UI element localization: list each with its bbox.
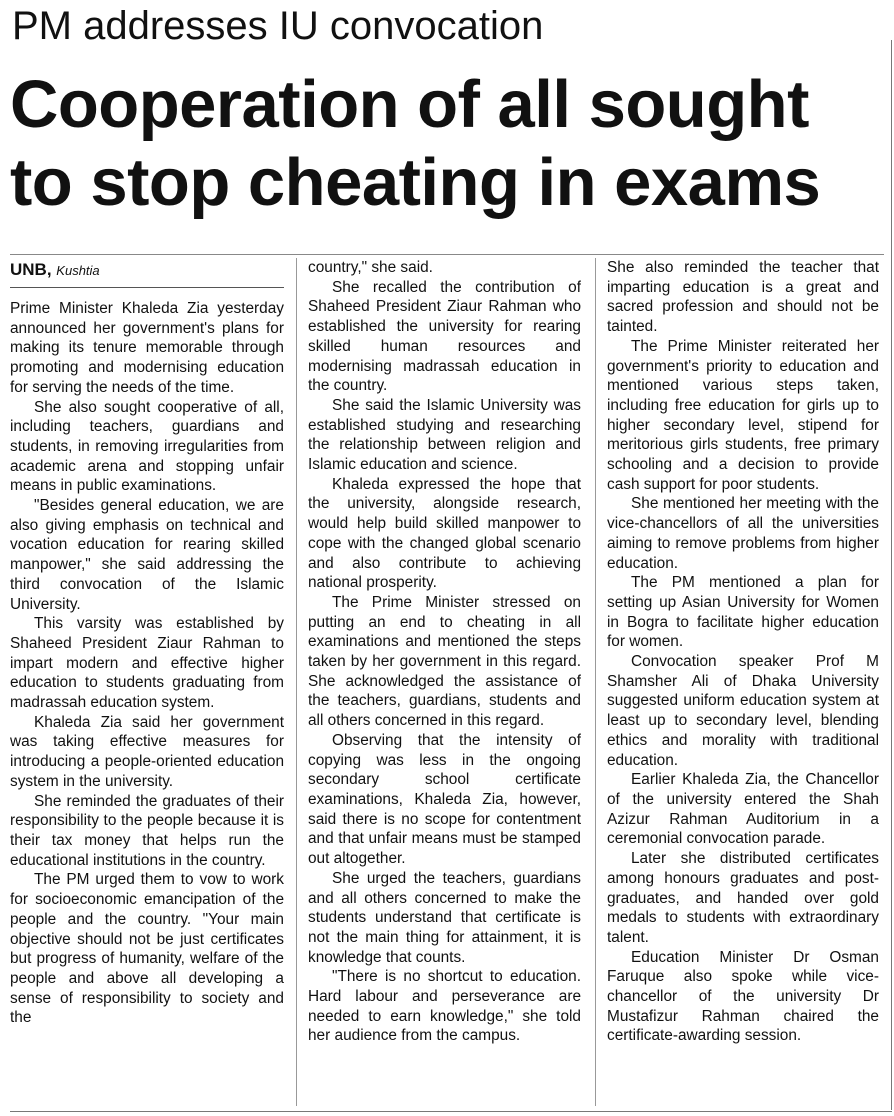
- headline-line-2: to stop cheating in exams: [10, 145, 821, 220]
- paragraph: She also sought cooperative of all, including teachers, guardians and students, in removing irregularities from academic arena and stopping unfair means in public examinations.: [10, 398, 284, 495]
- paragraph: country," she said.: [308, 259, 433, 276]
- article-column-1: [10, 258, 284, 1108]
- paragraph: Education Minister Dr Osman Faruque also spoke while vice-chancellor of the university Dr Mustafizur Rahman chaired the certificate-awarding session.: [607, 948, 879, 1045]
- paragraph: The Prime Minister stressed on putting an end to cheating in all examinations and mentioned the steps taken by her government in this regard. She acknowledged the assistance of the teachers, guardians, students and all others concerned in this regard.: [308, 593, 581, 730]
- paragraph: She also reminded the teacher that imparting education is a great and sacred profession and should not be tainted.: [607, 259, 879, 336]
- byline-place: Kushtia: [56, 263, 100, 278]
- right-border: [891, 40, 892, 1110]
- paragraph: Convocation speaker Prof M Shamsher Ali of Dhaka University suggested uniform education system at least up to secondary level, blending ethics and morality with traditional education.: [607, 653, 879, 769]
- paragraph: "Besides general education, we are also giving emphasis on technical and vocation education for rearing skilled manpower," she said addressing the third convocation of the Islamic University.: [10, 497, 284, 613]
- column-separator-2: [595, 258, 596, 1106]
- paragraph: She recalled the contribution of Shaheed President Ziaur Rahman who established the university for rearing skilled human resources and modernising madrassah education in the country.: [308, 278, 581, 395]
- paragraph: Later she distributed certificates among honours graduates and post-graduates, and handed over gold medals to students with extraordinary talent.: [607, 850, 879, 946]
- byline: [10, 260, 284, 288]
- paragraph: Earlier Khaleda Zia, the Chancellor of the university entered the Shah Azizur Rahman Auditorium in a ceremonial convocation parade.: [607, 771, 879, 848]
- article-column-3: [607, 258, 879, 1108]
- paragraph: She mentioned her meeting with the vice-chancellors of all the universities aiming to remove problems from higher education.: [607, 495, 879, 572]
- paragraph: Khaleda Zia said her government was taking effective measures for introducing a people-oriented education system in the university.: [10, 713, 284, 790]
- paragraph: "There is no shortcut to education. Hard labour and perseverance are needed to earn knowledge," she told her audience from the campus.: [308, 968, 581, 1045]
- paragraph: The Prime Minister reiterated her government's priority to education and mentioned various steps taken, including free education for girls up to higher secondary level, stipend for meritorious girls students, free primary schooling and a decision to provide cash support for poor students.: [607, 337, 879, 493]
- paragraph: Khaleda expressed the hope that the university, alongside research, would help build skilled manpower to cope with the changed global scenario and also contribute to achieving national prosperity.: [308, 475, 581, 592]
- paragraph: The PM mentioned a plan for setting up Asian University for Women in Bogra to facilitate higher education for women.: [607, 574, 879, 651]
- column-separator-1: [296, 258, 297, 1106]
- byline-agency: UNB,: [10, 260, 52, 279]
- bottom-border: [10, 1111, 892, 1112]
- article-column-2: [308, 258, 581, 1108]
- paragraph: She reminded the graduates of their responsibility to the people because it is their tax money that helps run the educational institutions in the country.: [10, 792, 284, 869]
- headline: [10, 66, 884, 222]
- paragraph: This varsity was established by Shaheed President Ziaur Rahman to impart modern and effective higher education to students graduating from madrassah education system.: [10, 615, 284, 712]
- header-rule: [10, 254, 884, 255]
- paragraph: She said the Islamic University was established studying and researching the relationship between religion and Islamic education and science.: [308, 396, 581, 474]
- paragraph: Prime Minister Khaleda Zia yesterday announced her government's plans for making its tenure memorable through promoting and modernising education for serving the needs of the time.: [10, 300, 284, 396]
- paragraph: The PM urged them to vow to work for socioeconomic emancipation of the people and the country. "Your main objective should not be just certificates but progress of humanity, welfare of the people and above all developing a sense of responsibility to society and the: [10, 871, 284, 1027]
- paragraph: She urged the teachers, guardians and all others concerned to make the students understand that certificate is not the main thing for attainment, it is knowledge that counts.: [308, 869, 581, 966]
- kicker: PM addresses IU convocation: [12, 4, 544, 48]
- paragraph: Observing that the intensity of copying was less in the ongoing secondary school certificate examinations, Khaleda Zia, however, said there is no scope for contentment and that unfair means must be stamped out altogether.: [308, 731, 581, 868]
- headline-line-1: Cooperation of all sought: [10, 67, 809, 142]
